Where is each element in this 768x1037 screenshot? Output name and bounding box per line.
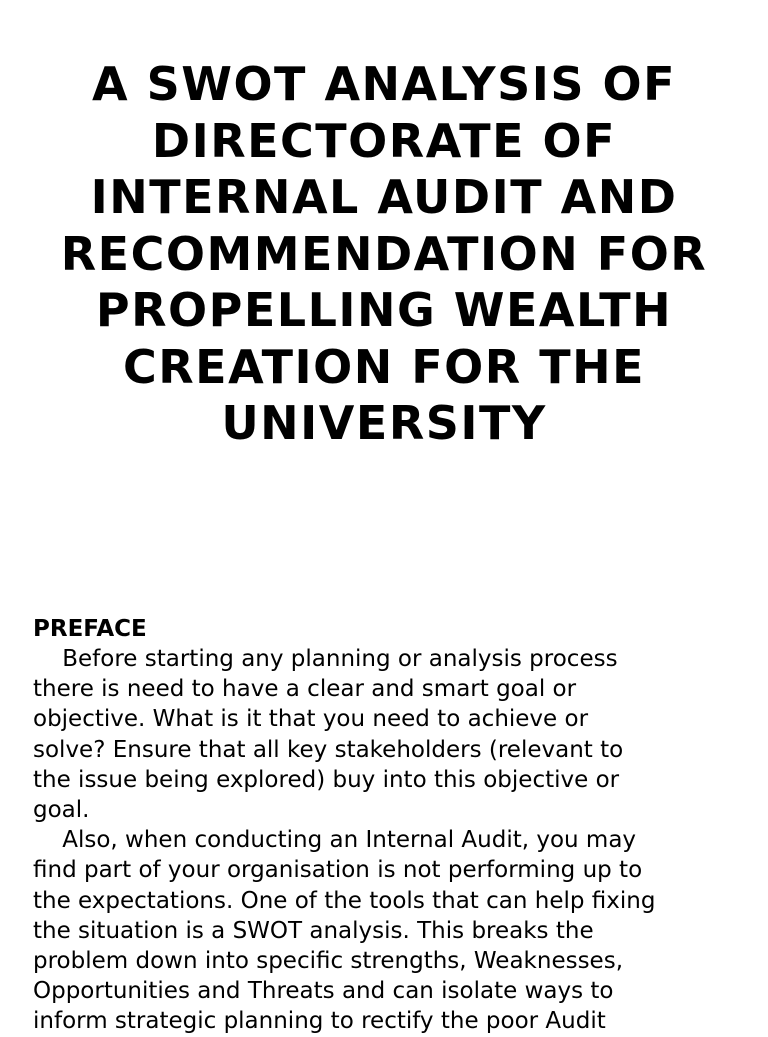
title-line: PROPELLING WEALTH — [95, 283, 673, 337]
title-line: UNIVERSITY — [221, 396, 547, 450]
preface-text-line: inform strategic planning to rectify the poor Audit — [33, 1008, 606, 1035]
preface-text-line: problem down into specific strengths, Weaknesses, — [33, 948, 624, 975]
preface-heading: PREFACE — [33, 616, 147, 642]
preface-text-line: there is need to have a clear and smart goal or — [33, 676, 577, 703]
title-line: A SWOT ANALYSIS OF — [91, 57, 677, 111]
title-line: RECOMMENDATION FOR — [60, 226, 708, 281]
title-line: INTERNAL AUDIT AND — [90, 170, 678, 224]
preface-text-line: Opportunities and Threats and can isolate ways to — [33, 978, 614, 1005]
preface-text-line: find part of your organisation is not performing up to — [33, 857, 643, 884]
preface-text-line: the situation is a SWOT analysis. This breaks the — [33, 917, 594, 944]
title-line: CREATION FOR THE — [122, 339, 645, 394]
preface-section — [33, 614, 743, 1037]
title-line: DIRECTORATE OF — [151, 113, 617, 168]
preface-text-line: objective. What is it that you need to achieve or — [33, 706, 589, 733]
preface-text-line: solve? Ensure that all key stakeholders (relevant to — [33, 736, 624, 763]
preface-text-line: goal. — [33, 797, 90, 824]
preface-text-line: the issue being explored) buy into this objective or — [33, 766, 620, 793]
preface-text-line: Before starting any planning or analysis process — [33, 646, 618, 672]
document-title — [40, 56, 728, 452]
preface-text-line: Also, when conducting an Internal Audit, you may — [33, 827, 637, 854]
preface-text-line: the expectations. One of the tools that can help fixing — [33, 887, 656, 914]
